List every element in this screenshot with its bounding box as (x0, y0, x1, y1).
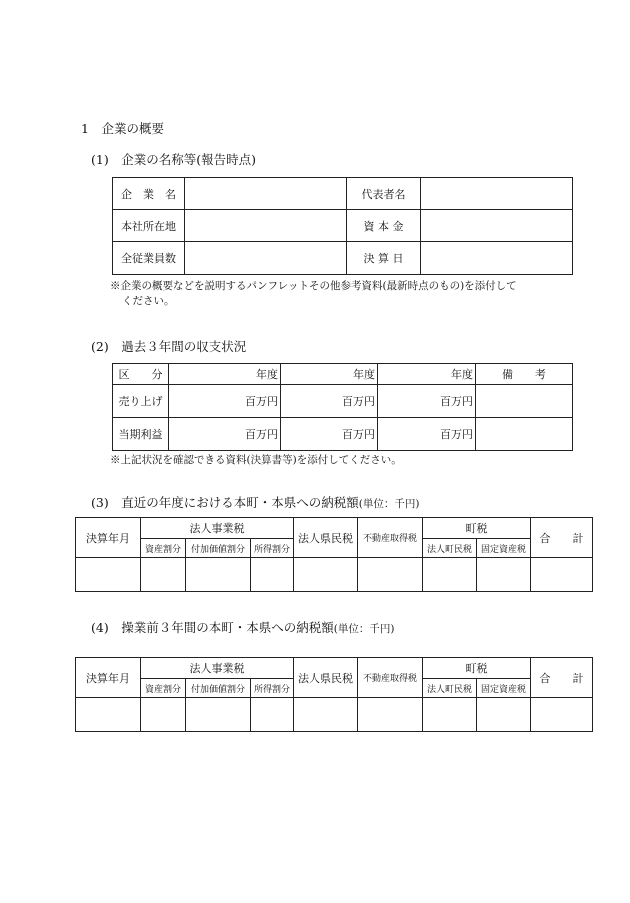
pre-op-tax-cell[interactable] (251, 698, 294, 732)
pref-inhabitant-tax-header: 法人県民税 (294, 518, 358, 558)
pre-op-tax-cell[interactable] (423, 698, 477, 732)
kubun-header: 区 分 (113, 364, 169, 385)
value-added-portion-header: 付加価値割分 (186, 539, 251, 558)
total-header: 合 計 (531, 518, 593, 558)
fixed-asset-tax-header: 固定資産税 (477, 679, 531, 698)
settlement-date-label: 決 算 日 (347, 242, 421, 275)
asset-portion-header: 資産割分 (141, 679, 186, 698)
total-header: 合 計 (531, 658, 593, 698)
settlement-month-header: 決算年月 (76, 518, 141, 558)
recent-tax-cell[interactable] (141, 558, 186, 592)
recent-tax-cell[interactable] (423, 558, 477, 592)
settlement-month-header: 決算年月 (76, 658, 141, 698)
town-tax-header: 町税 (423, 518, 531, 539)
recent-tax-heading-text: (3) 直近の年度における本町・本県への納税額 (91, 495, 359, 510)
recent-tax-unit: (単位：千円) (358, 498, 420, 510)
income-portion-header: 所得割分 (251, 539, 294, 558)
income-portion-header: 所得割分 (251, 679, 294, 698)
real-estate-tax-header: 不動産取得税 (358, 658, 423, 698)
year-header-1: 年度 (169, 364, 281, 385)
capital-field[interactable] (421, 210, 573, 242)
town-tax-header: 町税 (423, 658, 531, 679)
pre-op-tax-heading (91, 618, 394, 636)
corp-business-tax-header: 法人事業税 (141, 518, 294, 539)
sales-remarks[interactable] (476, 385, 573, 418)
employees-label: 全従業員数 (113, 242, 185, 275)
pre-op-tax-table (75, 657, 593, 732)
sales-year1[interactable]: 百万円 (169, 385, 281, 418)
section-heading: 1 企業の概要 (81, 121, 164, 136)
recent-tax-cell[interactable] (76, 558, 141, 592)
pre-op-tax-heading-text: (4) 操業前３年間の本町・本県への納税額 (91, 620, 334, 635)
real-estate-tax-header: 不動産取得税 (358, 518, 423, 558)
employees-field[interactable] (185, 242, 347, 275)
income-note: ※上記状況を確認できる資料(決算書等)を添付してください。 (110, 454, 402, 466)
head-office-field[interactable] (185, 210, 347, 242)
profit-year2[interactable]: 百万円 (281, 418, 378, 451)
sales-label: 売り上げ (113, 385, 169, 418)
pre-op-tax-cell[interactable] (76, 698, 141, 732)
year-header-2: 年度 (281, 364, 378, 385)
settlement-date-field[interactable] (421, 242, 573, 275)
recent-tax-cell[interactable] (531, 558, 593, 592)
pre-op-tax-cell[interactable] (531, 698, 593, 732)
profit-year1[interactable]: 百万円 (169, 418, 281, 451)
income-heading: (2) 過去３年間の収支状況 (91, 339, 247, 354)
company-name-field[interactable] (185, 178, 347, 210)
representative-field[interactable] (421, 178, 573, 210)
recent-tax-cell[interactable] (251, 558, 294, 592)
value-added-portion-header: 付加価値割分 (186, 679, 251, 698)
profit-year3[interactable]: 百万円 (378, 418, 476, 451)
remarks-header: 備 考 (476, 364, 573, 385)
recent-tax-heading (91, 493, 419, 511)
pre-op-tax-cell[interactable] (477, 698, 531, 732)
year-header-3: 年度 (378, 364, 476, 385)
corp-business-tax-header: 法人事業税 (141, 658, 294, 679)
fixed-asset-tax-header: 固定資産税 (477, 539, 531, 558)
income-table (112, 363, 573, 451)
company-info-table (112, 177, 573, 275)
company-name-label: 企 業 名 (113, 178, 185, 210)
recent-tax-cell[interactable] (294, 558, 358, 592)
representative-label: 代表者名 (347, 178, 421, 210)
recent-tax-table (75, 517, 593, 592)
asset-portion-header: 資産割分 (141, 539, 186, 558)
pre-op-tax-cell[interactable] (294, 698, 358, 732)
company-info-heading: (1) 企業の名称等(報告時点) (91, 152, 256, 167)
town-inhabitant-tax-header: 法人町民税 (423, 539, 477, 558)
sales-year3[interactable]: 百万円 (378, 385, 476, 418)
capital-label: 資 本 金 (347, 210, 421, 242)
sales-year2[interactable]: 百万円 (281, 385, 378, 418)
pre-op-tax-cell[interactable] (358, 698, 423, 732)
pref-inhabitant-tax-header: 法人県民税 (294, 658, 358, 698)
head-office-label: 本社所在地 (113, 210, 185, 242)
profit-label: 当期利益 (113, 418, 169, 451)
pre-op-tax-cell[interactable] (186, 698, 251, 732)
recent-tax-cell[interactable] (358, 558, 423, 592)
pre-op-tax-cell[interactable] (141, 698, 186, 732)
town-inhabitant-tax-header: 法人町民税 (423, 679, 477, 698)
pre-op-tax-unit: (単位：千円) (333, 623, 395, 635)
pamphlet-note-2: ください。 (122, 295, 175, 307)
recent-tax-cell[interactable] (186, 558, 251, 592)
profit-remarks[interactable] (476, 418, 573, 451)
pamphlet-note-1: ※企業の概要などを説明するパンフレットその他参考資料(最新時点のもの)を添付して (110, 280, 517, 292)
recent-tax-cell[interactable] (477, 558, 531, 592)
